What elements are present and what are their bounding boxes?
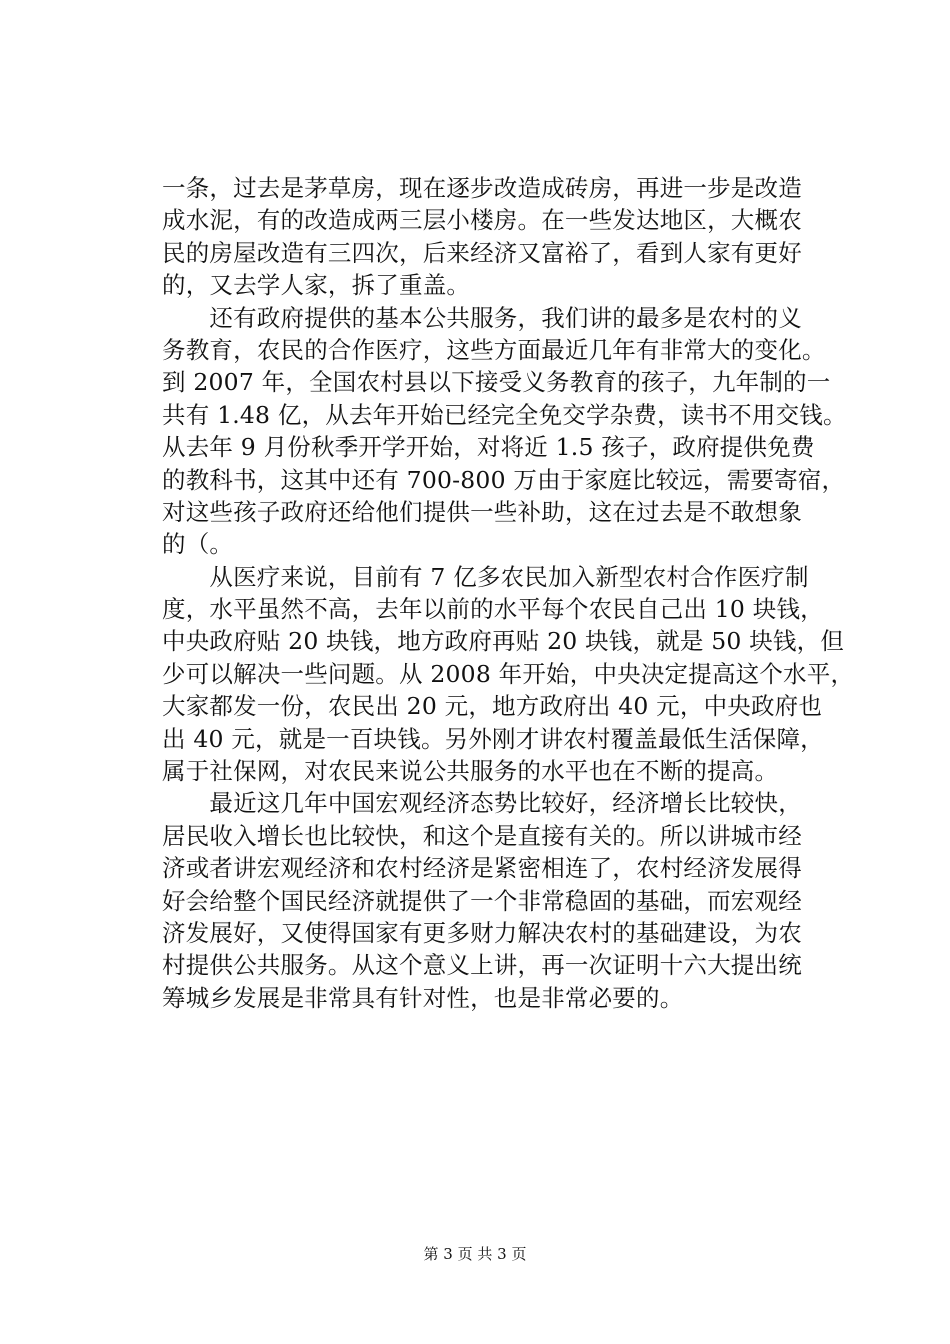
- body-line: 济或者讲宏观经济和农村经济是紧密相连了，农村经济发展得: [162, 854, 802, 883]
- body-line: 民的房屋改造有三四次，后来经济又富裕了，看到人家有更好: [162, 238, 802, 267]
- body-line: 一条，过去是茅草房，现在逐步改造成砖房，再进一步是改造: [162, 174, 802, 202]
- body-line: 的（。: [162, 530, 234, 559]
- body-line: 从医疗来说，目前有 7 亿多农民加入新型农村合作医疗制: [162, 562, 809, 591]
- body-line: 成水泥，有的改造成两三层小楼房。在一些发达地区，大概农: [162, 206, 802, 235]
- body-line: 从去年 9 月份秋季开学开始，对将近 1.5 孩子，政府提供免费: [162, 433, 815, 462]
- body-line: 村提供公共服务。从这个意义上讲，再一次证明十六大提出统: [162, 951, 802, 980]
- body-line: 济发展好，又使得国家有更多财力解决农村的基础建设，为农: [162, 918, 802, 947]
- body-line: 共有 1.48 亿，从去年开始已经完全免交学杂费，读书不用交钱。: [162, 400, 847, 429]
- body-line: 出 40 元，就是一百块钱。另外刚才讲农村覆盖最低生活保障，: [162, 724, 824, 753]
- body-line: 的，又去学人家，拆了重盖。: [162, 271, 471, 300]
- body-line: 对这些孩子政府还给他们提供一些补助，这在过去是不敢想象: [162, 497, 802, 526]
- body-line: 中央政府贴 20 块钱，地方政府再贴 20 块钱，就是 50 块钱，但: [162, 627, 845, 656]
- body-line: 居民收入增长也比较快，和这个是直接有关的。所以讲城市经: [162, 821, 802, 850]
- body-line: 最近这几年中国宏观经济态势比较好，经济增长比较快，: [162, 789, 802, 818]
- body-line: 还有政府提供的基本公共服务，我们讲的最多是农村的义: [162, 303, 802, 332]
- body-line: 少可以解决一些问题。从 2008 年开始，中央决定提高这个水平，: [162, 659, 855, 688]
- body-line: 的教科书，这其中还有 700-800 万由于家庭比较远，需要寄宿，: [162, 465, 846, 494]
- page-footer: 第 3 页 共 3 页: [423, 1245, 527, 1263]
- document-body: [162, 172, 855, 1014]
- body-line: 大家都发一份，农民出 20 元，地方政府出 40 元，中央政府也: [162, 692, 823, 721]
- body-line: 好会给整个国民经济就提供了一个非常稳固的基础，而宏观经: [162, 886, 802, 915]
- body-line: 度，水平虽然不高，去年以前的水平每个农民自己出 10 块钱，: [162, 595, 824, 624]
- body-line: 务教育，农民的合作医疗，这些方面最近几年有非常大的变化。: [162, 335, 826, 364]
- body-line: 筹城乡发展是非常具有针对性，也是非常必要的。: [162, 983, 684, 1012]
- body-line: 属于社保网，对农民来说公共服务的水平也在不断的提高。: [162, 757, 779, 786]
- body-line: 到 2007 年，全国农村县以下接受义务教育的孩子，九年制的一: [162, 368, 831, 397]
